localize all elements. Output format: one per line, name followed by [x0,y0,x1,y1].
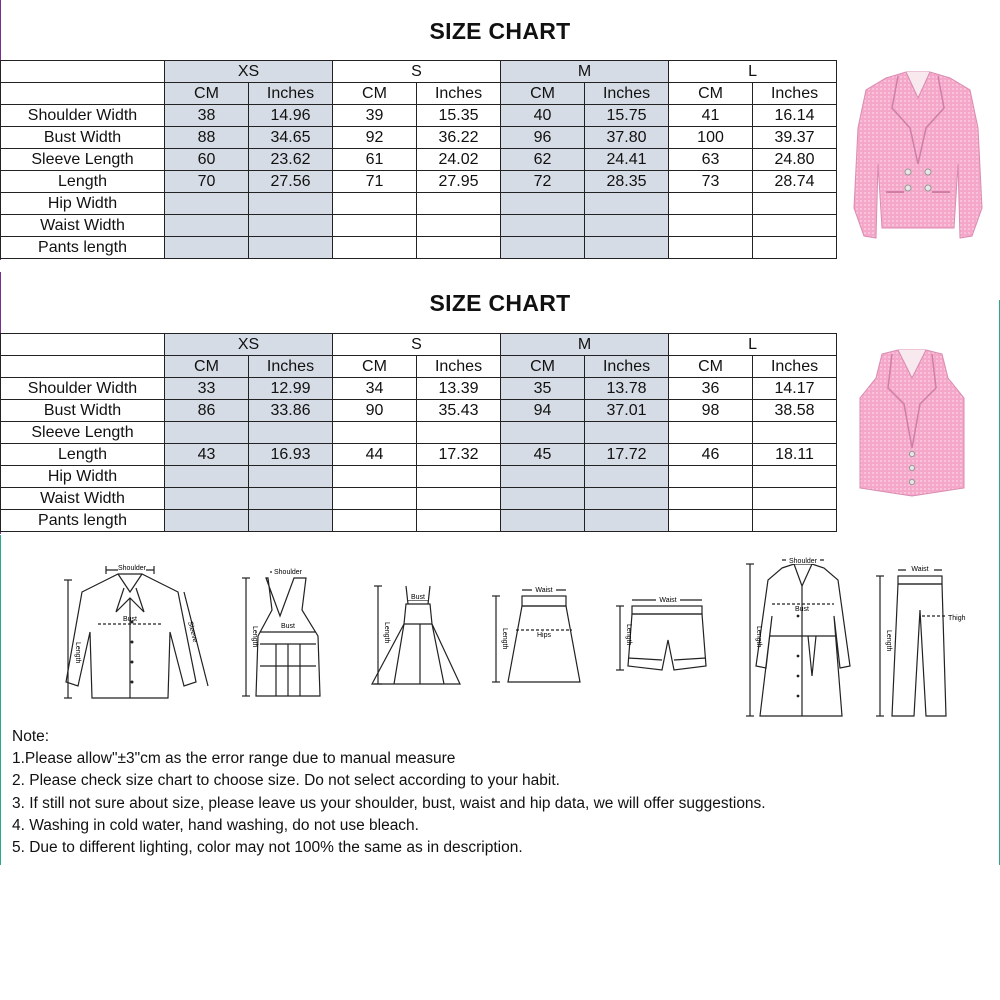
unit-corner-cell [1,356,165,378]
value-cell: 27.56 [249,171,333,193]
value-cell [753,215,837,237]
notes-heading: Note: [12,728,50,745]
note-item-4: 4. Washing in cold water, hand washing, do not use bleach. [12,816,419,834]
value-cell: 90 [333,400,417,422]
value-cell [753,422,837,444]
table-row [1,510,837,532]
size-chart-table-2 [0,333,837,532]
unit-header: Inches [585,83,669,105]
unit-header: CM [333,83,417,105]
value-cell: 24.80 [753,149,837,171]
value-cell: 46 [669,444,753,466]
value-cell: 36 [669,378,753,400]
unit-header: CM [501,83,585,105]
unit-header: Inches [417,83,501,105]
value-cell [417,215,501,237]
left-border-line-3 [0,535,1,865]
dress-diagram [364,580,468,700]
value-cell [501,237,585,259]
unit-header: CM [165,83,249,105]
value-cell [165,215,249,237]
value-cell [249,466,333,488]
row-label: Shoulder Width [1,378,165,400]
value-cell: 41 [669,105,753,127]
size-header-m: M [501,61,669,83]
value-cell: 60 [165,149,249,171]
value-cell: 92 [333,127,417,149]
value-cell [333,215,417,237]
value-cell: 33 [165,378,249,400]
row-label: Pants length [1,510,165,532]
tank-shoulder-label: Shoulder [273,569,303,576]
value-cell [333,466,417,488]
coat-shoulder-label: Shoulder [788,558,818,565]
value-cell [165,488,249,510]
value-cell [249,510,333,532]
corner-cell [1,61,165,83]
dress-length-label: Length [383,622,390,644]
pink-blazer-image [848,68,988,248]
value-cell: 62 [501,149,585,171]
unit-corner-cell [1,83,165,105]
value-cell: 17.32 [417,444,501,466]
unit-header: CM [669,356,753,378]
value-cell: 33.86 [249,400,333,422]
size-header-s: S [333,61,501,83]
value-cell [165,193,249,215]
value-cell: 35 [501,378,585,400]
tank-length-label: Length [251,626,258,648]
value-cell: 28.35 [585,171,669,193]
value-cell [417,422,501,444]
value-cell: 36.22 [417,127,501,149]
value-cell [417,466,501,488]
value-cell [333,488,417,510]
size-header-xs: XS [165,334,333,356]
value-cell: 24.02 [417,149,501,171]
skirt-waist-label: Waist [535,587,553,594]
value-cell [669,422,753,444]
value-cell: 34 [333,378,417,400]
skirt-diagram [486,582,586,692]
size-header-m: M [501,334,669,356]
value-cell: 28.74 [753,171,837,193]
value-cell [249,422,333,444]
value-cell [249,237,333,259]
value-cell: 100 [669,127,753,149]
unit-header: Inches [753,356,837,378]
row-label: Bust Width [1,127,165,149]
value-cell [249,193,333,215]
value-cell [333,510,417,532]
note-item-3: 3. If still not sure about size, please leave us your shoulder, bust, waist and hip data, we will offer suggestions. [12,794,766,812]
table-row [1,444,837,466]
value-cell: 73 [669,171,753,193]
value-cell [333,422,417,444]
value-cell [669,237,753,259]
value-cell [585,215,669,237]
value-cell [249,215,333,237]
row-label: Length [1,444,165,466]
shorts-length-label: Length [625,624,632,646]
value-cell: 37.80 [585,127,669,149]
value-cell [753,466,837,488]
value-cell: 40 [501,105,585,127]
value-cell: 15.75 [585,105,669,127]
value-cell [501,510,585,532]
value-cell: 38.58 [753,400,837,422]
value-cell: 71 [333,171,417,193]
value-cell: 98 [669,400,753,422]
value-cell: 13.78 [585,378,669,400]
value-cell: 38 [165,105,249,127]
size-header-l: L [669,61,837,83]
value-cell: 88 [165,127,249,149]
value-cell: 39.37 [753,127,837,149]
shirt-length-label: Length [74,642,81,664]
row-label: Sleeve Length [1,149,165,171]
value-cell: 94 [501,400,585,422]
shirt-shoulder-label: Shoulder [117,565,147,572]
shirt-sleeve-label: Sleeve [186,620,199,644]
value-cell [165,237,249,259]
note-item-5: 5. Due to different lighting, color may not 100% the same as in description. [12,839,523,857]
row-label: Hip Width [1,193,165,215]
table-row [1,466,837,488]
pants-waist-label: Waist [911,566,929,573]
table-row [1,193,837,215]
value-cell [585,237,669,259]
value-cell: 86 [165,400,249,422]
value-cell [669,215,753,237]
row-label: Sleeve Length [1,422,165,444]
value-cell [165,466,249,488]
table-row [1,105,837,127]
row-label: Bust Width [1,400,165,422]
value-cell [333,237,417,259]
unit-header: Inches [585,356,669,378]
row-label: Hip Width [1,466,165,488]
value-cell [249,488,333,510]
value-cell [501,466,585,488]
unit-header: Inches [417,356,501,378]
value-cell [669,466,753,488]
pants-length-label: Length [885,630,892,652]
value-cell [585,422,669,444]
unit-header: CM [501,356,585,378]
unit-header: CM [333,356,417,378]
note-item-2: 2. Please check size chart to choose size. Do not select according to your habit. [12,772,560,790]
value-cell: 63 [669,149,753,171]
value-cell: 13.39 [417,378,501,400]
unit-header: CM [165,356,249,378]
size-chart-title-1: SIZE CHART [429,18,571,44]
row-label: Waist Width [1,488,165,510]
dress-bust-label: Bust [410,594,426,601]
value-cell: 18.11 [753,444,837,466]
value-cell [585,488,669,510]
unit-header: Inches [249,356,333,378]
value-cell: 12.99 [249,378,333,400]
shirt-bust-label: Bust [122,616,138,623]
value-cell: 16.93 [249,444,333,466]
tank-diagram [236,566,336,706]
value-cell: 14.17 [753,378,837,400]
value-cell [669,488,753,510]
skirt-hips-label: Hips [536,632,552,639]
size-header-xs: XS [165,61,333,83]
value-cell: 16.14 [753,105,837,127]
value-cell: 61 [333,149,417,171]
value-cell: 15.35 [417,105,501,127]
row-label: Waist Width [1,215,165,237]
coat-length-label: Length [755,626,762,648]
row-label: Pants length [1,237,165,259]
coat-bust-label: Bust [794,606,810,613]
value-cell [669,510,753,532]
table-row [1,488,837,510]
value-cell: 27.95 [417,171,501,193]
shirt-diagram [58,562,218,712]
value-cell: 24.41 [585,149,669,171]
table-row [1,215,837,237]
unit-header: Inches [753,83,837,105]
skirt-length-label: Length [501,628,508,650]
value-cell: 23.62 [249,149,333,171]
value-cell: 45 [501,444,585,466]
value-cell [417,510,501,532]
corner-cell [1,334,165,356]
table-row [1,237,837,259]
size-chart-title-2: SIZE CHART [429,290,571,316]
size-chart-table-1 [0,60,837,259]
value-cell: 34.65 [249,127,333,149]
value-cell [165,510,249,532]
value-cell: 70 [165,171,249,193]
value-cell [417,488,501,510]
notes-section [12,726,766,859]
value-cell: 44 [333,444,417,466]
value-cell [417,237,501,259]
pants-diagram [868,560,978,720]
value-cell [165,422,249,444]
value-cell: 39 [333,105,417,127]
row-label: Length [1,171,165,193]
table-row [1,127,837,149]
tank-bust-label: Bust [280,623,296,630]
value-cell: 43 [165,444,249,466]
value-cell [417,193,501,215]
table-row [1,171,837,193]
table-row [1,378,837,400]
value-cell [585,510,669,532]
unit-header: CM [669,83,753,105]
table-row [1,400,837,422]
coat-diagram [738,556,858,722]
table-row [1,422,837,444]
value-cell [753,510,837,532]
value-cell [753,488,837,510]
size-header-l: L [669,334,837,356]
value-cell [501,215,585,237]
value-cell [585,193,669,215]
pink-vest-image [852,348,972,498]
shorts-waist-label: Waist [659,597,677,604]
value-cell: 72 [501,171,585,193]
value-cell [501,422,585,444]
row-label: Shoulder Width [1,105,165,127]
value-cell: 14.96 [249,105,333,127]
note-item-1: 1.Please allow"±3"cm as the error range due to manual measure [12,750,456,768]
size-header-s: S [333,334,501,356]
value-cell [669,193,753,215]
value-cell: 37.01 [585,400,669,422]
value-cell [333,193,417,215]
pants-thigh-label: Thigh [948,615,966,622]
unit-header: Inches [249,83,333,105]
value-cell [753,193,837,215]
value-cell [585,466,669,488]
value-cell: 17.72 [585,444,669,466]
value-cell: 35.43 [417,400,501,422]
value-cell [501,193,585,215]
value-cell [753,237,837,259]
value-cell [501,488,585,510]
shorts-diagram [608,590,718,680]
table-row [1,149,837,171]
value-cell: 96 [501,127,585,149]
